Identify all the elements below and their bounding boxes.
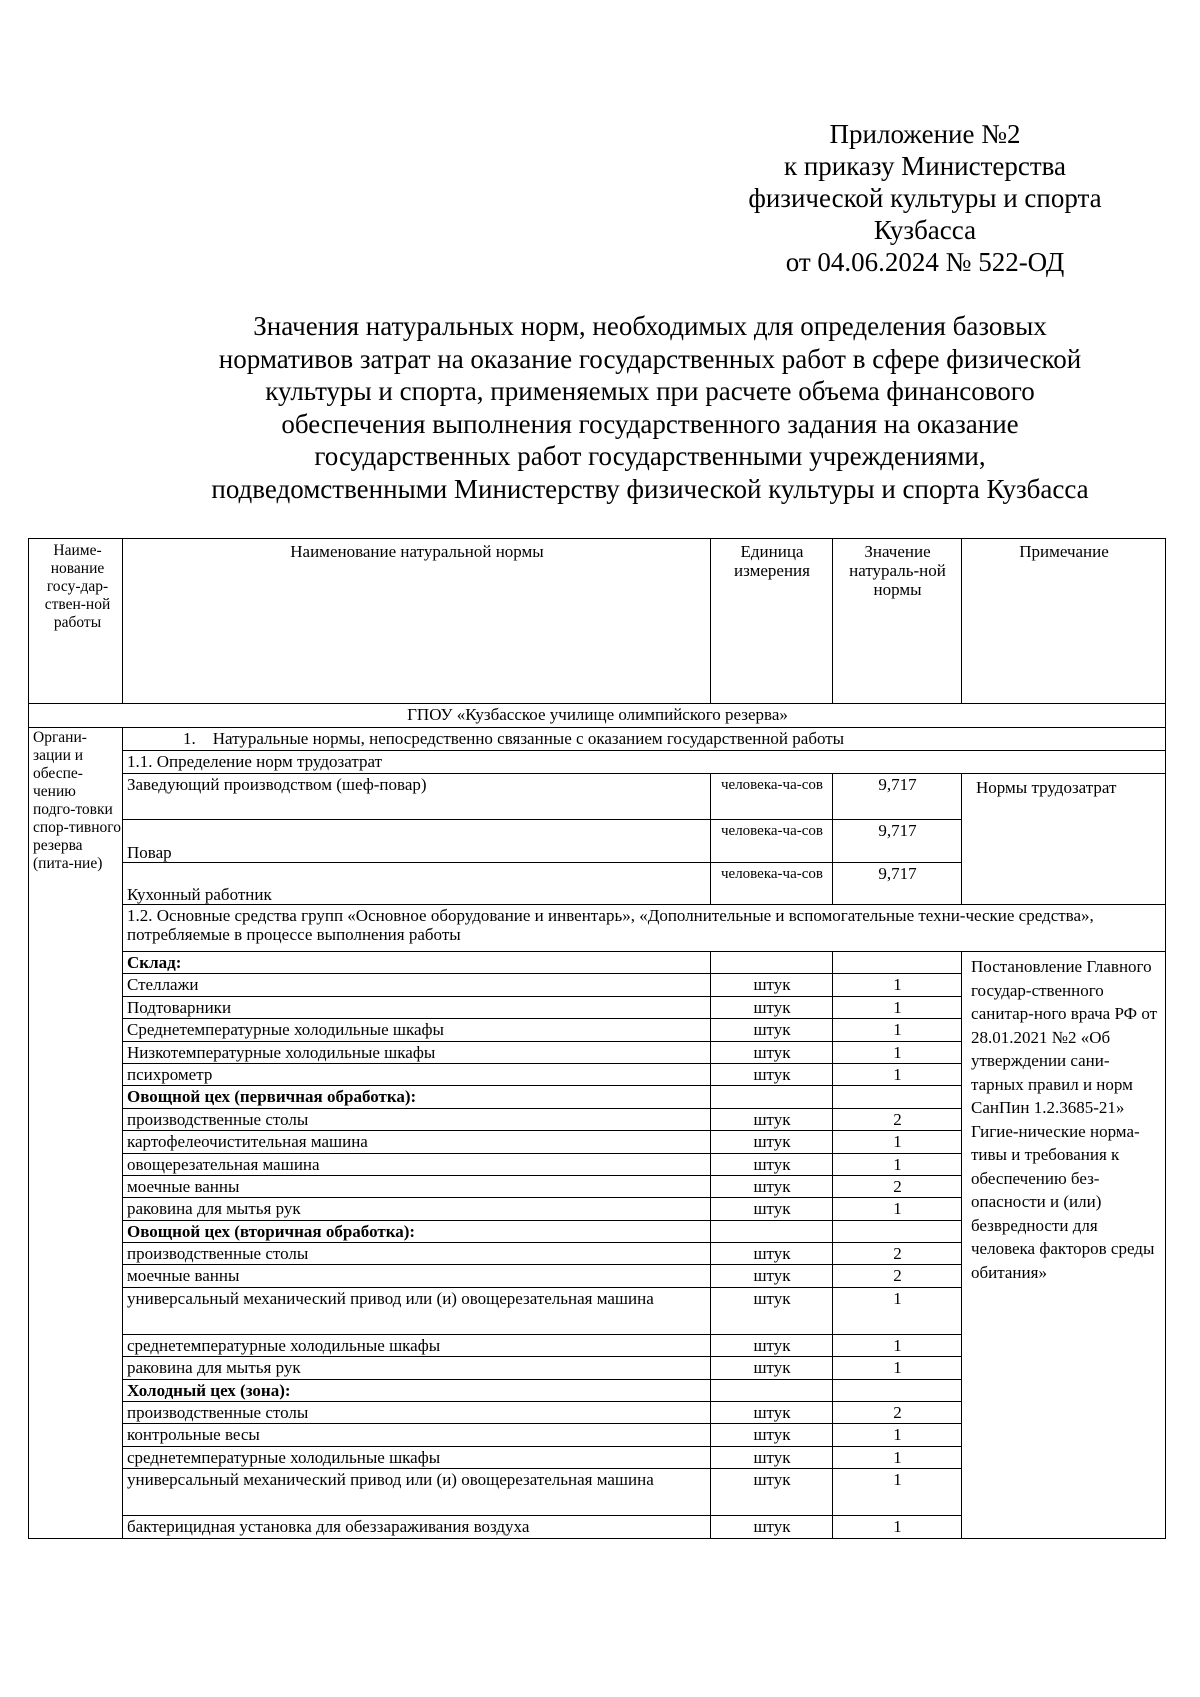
equipment-name: универсальный механический привод или (и) овощерезательная машина [123,1287,711,1334]
equipment-unit: штук [711,1446,833,1468]
section-1-title: 1. Натуральные нормы, непосредственно связанные с оказанием государственной работы [123,728,1166,751]
equipment-value: 1 [833,996,962,1018]
equipment-name: универсальный механический привод или (и) овощерезательная машина [123,1469,711,1516]
title-line: обеспечения выполнения государственного задания на оказание [281,408,1019,439]
equipment-name: среднетемпературные холодильные шкафы [123,1446,711,1468]
equipment-value: 1 [833,1041,962,1063]
labor-value: 9,717 [833,820,962,863]
section-1-row [29,728,1166,751]
work-type: Органи-зации и обеспе-чению подго-товки спор-тивного резерва (пита-ние) [29,728,123,1539]
equipment-name: моечные ванны [123,1175,711,1197]
labor-unit: человека-ча-сов [711,863,833,905]
title-line: культуры и спорта, применяемых при расчете объема финансового [265,376,1035,406]
group-unit-empty [711,1379,833,1401]
group-title: Склад: [123,952,711,974]
equipment-unit: штук [711,1131,833,1153]
labor-value: 9,717 [833,774,962,820]
equipment-value: 1 [833,1131,962,1153]
group-unit-empty [711,1220,833,1242]
labor-note: Нормы трудозатрат [962,774,1166,905]
equipment-name: бактерицидная установка для обеззараживания воздуха [123,1516,711,1538]
document-title [120,310,1180,505]
equipment-value: 2 [833,1175,962,1197]
appendix-line: физической культуры и спорта [748,183,1102,213]
equipment-unit: штук [711,1063,833,1085]
equipment-name: производственные столы [123,1108,711,1130]
equipment-unit: штук [711,1287,833,1334]
equipment-value: 1 [833,1424,962,1446]
labor-name: Заведующий производством (шеф-повар) [123,774,711,820]
appendix-line: Приложение №2 [829,119,1021,149]
labor-value: 9,717 [833,863,962,905]
labor-unit: человека-ча-сов [711,820,833,863]
equipment-unit: штук [711,1402,833,1424]
group-value-empty [833,952,962,974]
equipment-value: 2 [833,1108,962,1130]
equipment-value: 2 [833,1243,962,1265]
title-line: Значения натуральных норм, необходимых для определения базовых [253,311,1047,341]
equipment-name: среднетемпературные холодильные шкафы [123,1334,711,1356]
equipment-value: 1 [833,1153,962,1175]
equipment-value: 1 [833,974,962,996]
equipment-value: 1 [833,1063,962,1085]
appendix-block [700,118,1150,278]
title-line: подведомственными Министерству физической культуры и спорта Кузбасса [211,473,1089,504]
equipment-name: раковина для мытья рук [123,1198,711,1220]
section-1-2-title: 1.2. Основные средства групп «Основное оборудование и инвентарь», «Дополнительные и вспомогательные техни-ческие средства», потребляемые в процессе выполнения работы [123,905,1166,952]
equipment-unit: штук [711,1019,833,1041]
equipment-note: Постановление Главного государ-ственного санитар-ного врача РФ от 28.01.2021 №2 «Об утверждении сани-тарных правил и норм СанПин 1.2.3685-21» Гигие-нические норма-тивы и требования к обеспечению без-опасности и (или) безвредности для человека факторов среды обитания» [962,952,1166,1539]
group-header-row [29,952,1166,974]
norms-table [28,538,1166,1539]
header-row [29,539,1166,704]
header-unit: Единица измерения [711,539,833,704]
equipment-unit: штук [711,1357,833,1379]
equipment-unit: штук [711,996,833,1018]
equipment-name: Подтоварники [123,996,711,1018]
norms-table-body [29,539,1166,1539]
equipment-unit: штук [711,1108,833,1130]
appendix-line: от 04.06.2024 № 522-ОД [785,247,1065,277]
equipment-unit: штук [711,1424,833,1446]
equipment-name: моечные ванны [123,1265,711,1287]
equipment-name: контрольные весы [123,1424,711,1446]
labor-unit: человека-ча-сов [711,774,833,820]
equipment-unit: штук [711,974,833,996]
group-unit-empty [711,1086,833,1108]
section-1-1-title: 1.1. Определение норм трудозатрат [123,751,1166,774]
equipment-value: 1 [833,1446,962,1468]
equipment-name: картофелеочистительная машина [123,1131,711,1153]
appendix-line: Кузбасса [873,215,977,245]
labor-name: Повар [123,820,711,863]
title-line: нормативов затрат на оказание государственных работ в сфере физической [218,343,1082,374]
group-value-empty [833,1379,962,1401]
section-1-1-row [29,751,1166,774]
group-title: Овощной цех (вторичная обработка): [123,1220,711,1242]
appendix-line: к приказу Министерства [783,151,1067,181]
equipment-value: 1 [833,1334,962,1356]
header-note: Примечание [962,539,1166,704]
equipment-unit: штук [711,1175,833,1197]
equipment-value: 1 [833,1019,962,1041]
title-line: государственных работ государственными учреждениями, [314,441,986,471]
equipment-name: Низкотемпературные холодильные шкафы [123,1041,711,1063]
section-1-2-row [29,905,1166,952]
equipment-unit: штук [711,1516,833,1538]
header-norm-name: Наименование натуральной нормы [123,539,711,704]
equipment-unit: штук [711,1265,833,1287]
equipment-value: 1 [833,1516,962,1538]
labor-name: Кухонный работник [123,863,711,905]
equipment-unit: штук [711,1469,833,1516]
equipment-unit: штук [711,1334,833,1356]
equipment-name: Стеллажи [123,974,711,996]
equipment-unit: штук [711,1198,833,1220]
equipment-name: производственные столы [123,1243,711,1265]
group-value-empty [833,1220,962,1242]
equipment-name: раковина для мытья рук [123,1357,711,1379]
equipment-value: 2 [833,1265,962,1287]
header-work-name: Наиме-нование госу-дар-ствен-ной работы [29,539,123,704]
equipment-value: 1 [833,1469,962,1516]
equipment-name: овощерезательная машина [123,1153,711,1175]
equipment-unit: штук [711,1243,833,1265]
equipment-value: 2 [833,1402,962,1424]
equipment-name: производственные столы [123,1402,711,1424]
labor-row [29,774,1166,820]
equipment-value: 1 [833,1287,962,1334]
equipment-unit: штук [711,1153,833,1175]
equipment-name: психрометр [123,1063,711,1085]
equipment-value: 1 [833,1357,962,1379]
header-value: Значение натураль-ной нормы [833,539,962,704]
institution-name: ГПОУ «Кузбасское училище олимпийского резерва» [29,704,1166,728]
equipment-name: Среднетемпературные холодильные шкафы [123,1019,711,1041]
equipment-value: 1 [833,1198,962,1220]
group-title: Холодный цех (зона): [123,1379,711,1401]
group-unit-empty [711,952,833,974]
group-value-empty [833,1086,962,1108]
institution-row [29,704,1166,728]
equipment-unit: штук [711,1041,833,1063]
group-title: Овощной цех (первичная обработка): [123,1086,711,1108]
